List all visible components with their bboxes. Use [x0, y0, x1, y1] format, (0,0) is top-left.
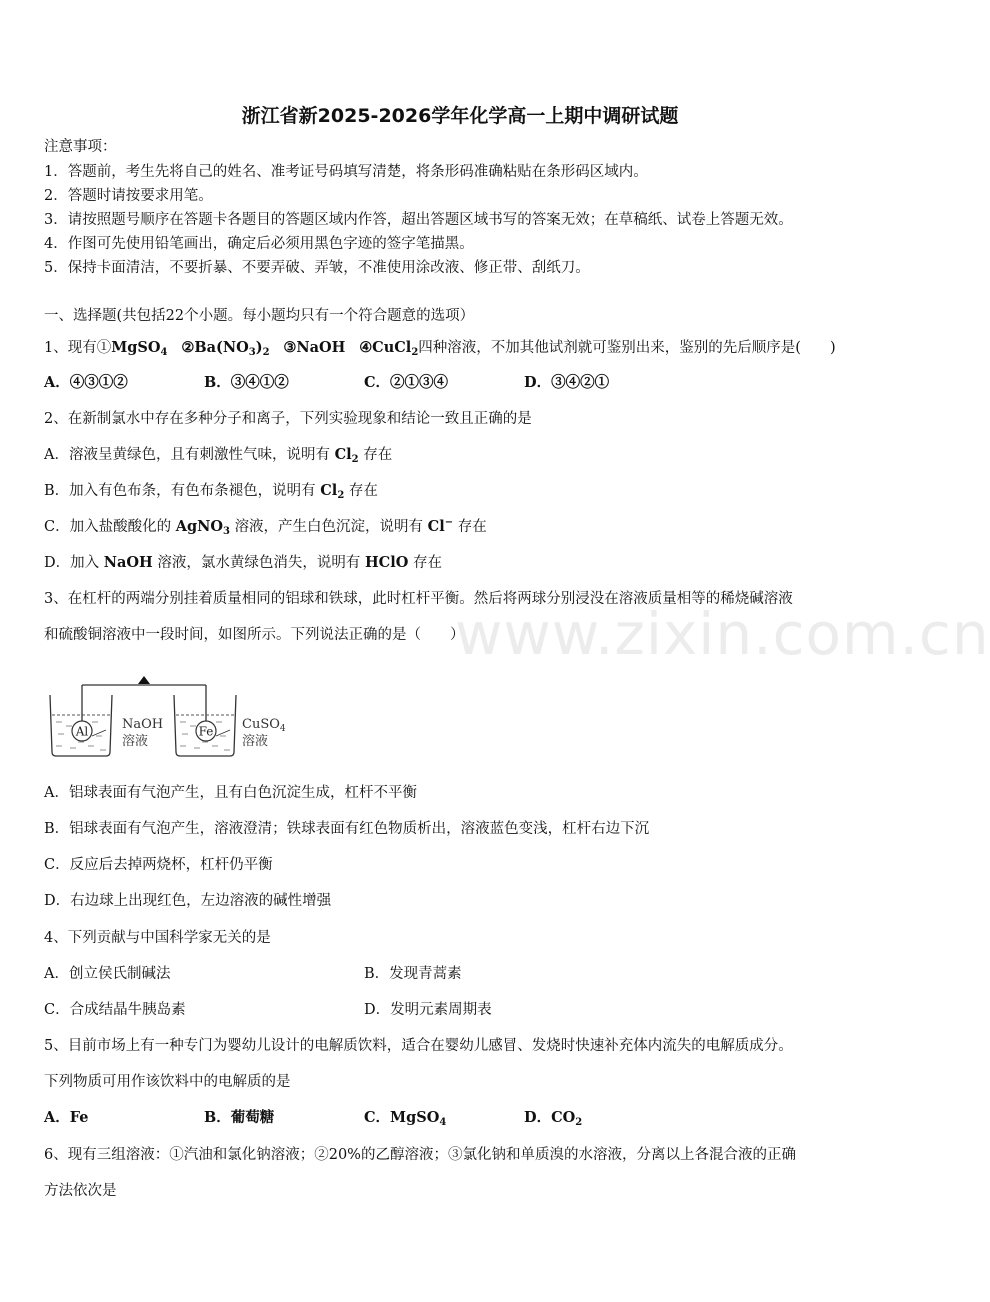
q1-chem-4: ④CuCl [359, 339, 412, 356]
q3-option-d: D．右边球上出现红色，左边溶液的碱性增强 [44, 893, 332, 909]
notice-item: 5．保持卡面清洁，不要折暴、不要弄破、弄皱，不准使用涂改液、修正带、刮纸刀。 [44, 260, 590, 276]
q2-d-text: D．加入 [44, 555, 100, 571]
q2-a-post: 存在 [363, 447, 393, 463]
left-beaker [50, 695, 112, 756]
notice-item: 2．答题时请按要求用笔。 [44, 188, 213, 204]
question-5-stem: 5、目前市场上有一种专门为婴幼儿设计的电解质饮料，适合在婴幼儿感冒、发烧时快速补充体内流失的电解质成分。 [44, 1038, 793, 1054]
page-title: 浙江省新2025-2026学年化学高一上期中调研试题 [241, 105, 679, 127]
q5-option-b: B．葡萄糖 [204, 1109, 275, 1126]
question-5-stem-cont: 下列物质可用作该饮料中的电解质的是 [44, 1074, 291, 1090]
q1-prefix: 1、现有① [44, 340, 112, 356]
q2-a-text: A．溶液呈黄绿色，且有刺激性气味，说明有 [44, 447, 330, 463]
q1-option-b: B．③④①② [204, 374, 289, 391]
watermark: www.zixin.com.cn [455, 600, 990, 668]
q1-sub: 4 [160, 347, 168, 358]
question-3-stem-cont: 和硫酸铜溶液中一段时间，如图所示。下列说法正确的是（ ） [44, 627, 465, 643]
question-6-stem: 6、现有三组溶液：①汽油和氯化钠溶液；②20%的乙醇溶液；③氯化钠和单质溴的水溶液，分离以上各混合液的正确 [44, 1147, 796, 1163]
q5-d-chem: D．CO [524, 1109, 576, 1126]
q2-c-text: C．加入盐酸酸化的 [44, 519, 172, 535]
question-2-stem: 2、在新制氯水中存在多种分子和离子，下列实验现象和结论一致且正确的是 [44, 411, 532, 427]
q2-a-sub: 2 [351, 454, 359, 465]
notice-item: 4．作图可先使用铅笔画出，确定后必须用黑色字迹的签字笔描黑。 [44, 236, 474, 252]
q2-c-chem2: Cl [427, 518, 445, 535]
right-solution-label-2: 溶液 [242, 734, 269, 749]
section-heading: 一、选择题(共包括22个小题。每小题均只有一个符合题意的选项） [44, 308, 475, 324]
q1-option-d: D．③④②① [524, 374, 610, 391]
notice-item: 3．请按照题号顺序在答题卡各题目的答题区域内作答，超出答题区域书写的答案无效；在草稿纸、试卷上答题无效。 [44, 212, 793, 228]
q2-c-chem: AgNO [175, 518, 223, 535]
question-3-stem: 3、在杠杆的两端分别挂着质量相同的铝球和铁球，此时杠杆平衡。然后将两球分别浸没在溶液质量相等的稀烧碱溶液 [44, 591, 793, 607]
q2-option-d [44, 553, 442, 573]
left-solution-label-2: 溶液 [122, 734, 149, 749]
q1-sub: 2 [262, 347, 270, 358]
q1-chem-3: ③NaOH [283, 339, 346, 356]
q1-chem-2: ②Ba(NO [181, 339, 249, 356]
q2-c-post: 存在 [457, 519, 487, 535]
q2-c-sup: − [444, 517, 454, 528]
question-4-stem: 4、下列贡献与中国科学家无关的是 [44, 930, 271, 946]
q2-d-chem2: HClO [364, 554, 409, 571]
q3-option-c: C．反应后去掉两烧杯，杠杆仍平衡 [44, 857, 273, 873]
left-solution-label: NaOH [122, 717, 164, 732]
notice-item: 1．答题前，考生先将自己的姓名、准考证号码填写清楚，将条形码准确粘贴在条形码区域内。 [44, 164, 648, 180]
q1-chem-2b: ) [255, 339, 263, 356]
q5-option-a: A．Fe [44, 1109, 89, 1126]
q4-option-c: C．合成结晶牛胰岛素 [44, 1002, 186, 1018]
question-1-stem [44, 338, 836, 358]
right-ball-label: Fe [198, 724, 214, 739]
q2-option-c [44, 517, 487, 537]
q2-d-post: 存在 [412, 555, 442, 571]
q1-option-a: A．④③①② [44, 374, 128, 391]
q5-c-sub: 4 [439, 1117, 447, 1128]
q2-c-sub: 3 [222, 526, 230, 537]
q2-d-chem: NaOH [103, 554, 153, 571]
q2-b-post: 存在 [348, 483, 378, 499]
q2-a-chem: Cl [334, 446, 352, 463]
q3-option-b: B．铝球表面有气泡产生，溶液澄清；铁球表面有红色物质析出，溶液蓝色变浅，杠杆右边下沉 [44, 821, 650, 837]
q2-b-sub: 2 [337, 490, 345, 501]
q2-b-chem: Cl [320, 482, 338, 499]
q2-c-mid: 溶液，产生白色沉淀，说明有 [234, 519, 424, 535]
q2-option-b [44, 481, 378, 501]
q4-option-a: A．创立侯氏制碱法 [44, 966, 171, 982]
right-beaker [174, 695, 236, 756]
right-solution-formula: CuSO [242, 717, 280, 732]
right-solution-label [242, 717, 286, 734]
q4-option-d: D．发明元素周期表 [364, 1002, 492, 1018]
q1-sub: 2 [411, 347, 419, 358]
q5-option-c [364, 1108, 446, 1128]
q4-option-b: B．发现青蒿素 [364, 966, 462, 982]
q5-c-chem: C．MgSO [364, 1109, 440, 1126]
notice-heading: 注意事项： [44, 139, 117, 155]
q2-d-mid: 溶液，氯水黄绿色消失，说明有 [157, 555, 361, 571]
right-solution-sub: 4 [279, 724, 286, 734]
q1-sub: 3 [248, 347, 256, 358]
lever-beaker-figure [44, 670, 304, 766]
q1-chem-1: MgSO [111, 339, 161, 356]
q1-suffix: 四种溶液，不加其他试剂就可鉴别出来，鉴别的先后顺序是( ) [418, 340, 836, 356]
q1-option-c: C．②①③④ [364, 374, 449, 391]
fulcrum-icon [138, 676, 150, 684]
q2-b-text: B．加入有色布条，有色布条褪色，说明有 [44, 483, 316, 499]
q2-option-a [44, 445, 392, 465]
q5-d-sub: 2 [575, 1117, 583, 1128]
question-6-stem-cont: 方法依次是 [44, 1183, 117, 1199]
q5-option-d [524, 1108, 582, 1128]
q3-option-a: A．铝球表面有气泡产生，且有白色沉淀生成，杠杆不平衡 [44, 785, 417, 801]
left-ball-label: Al [75, 724, 89, 739]
